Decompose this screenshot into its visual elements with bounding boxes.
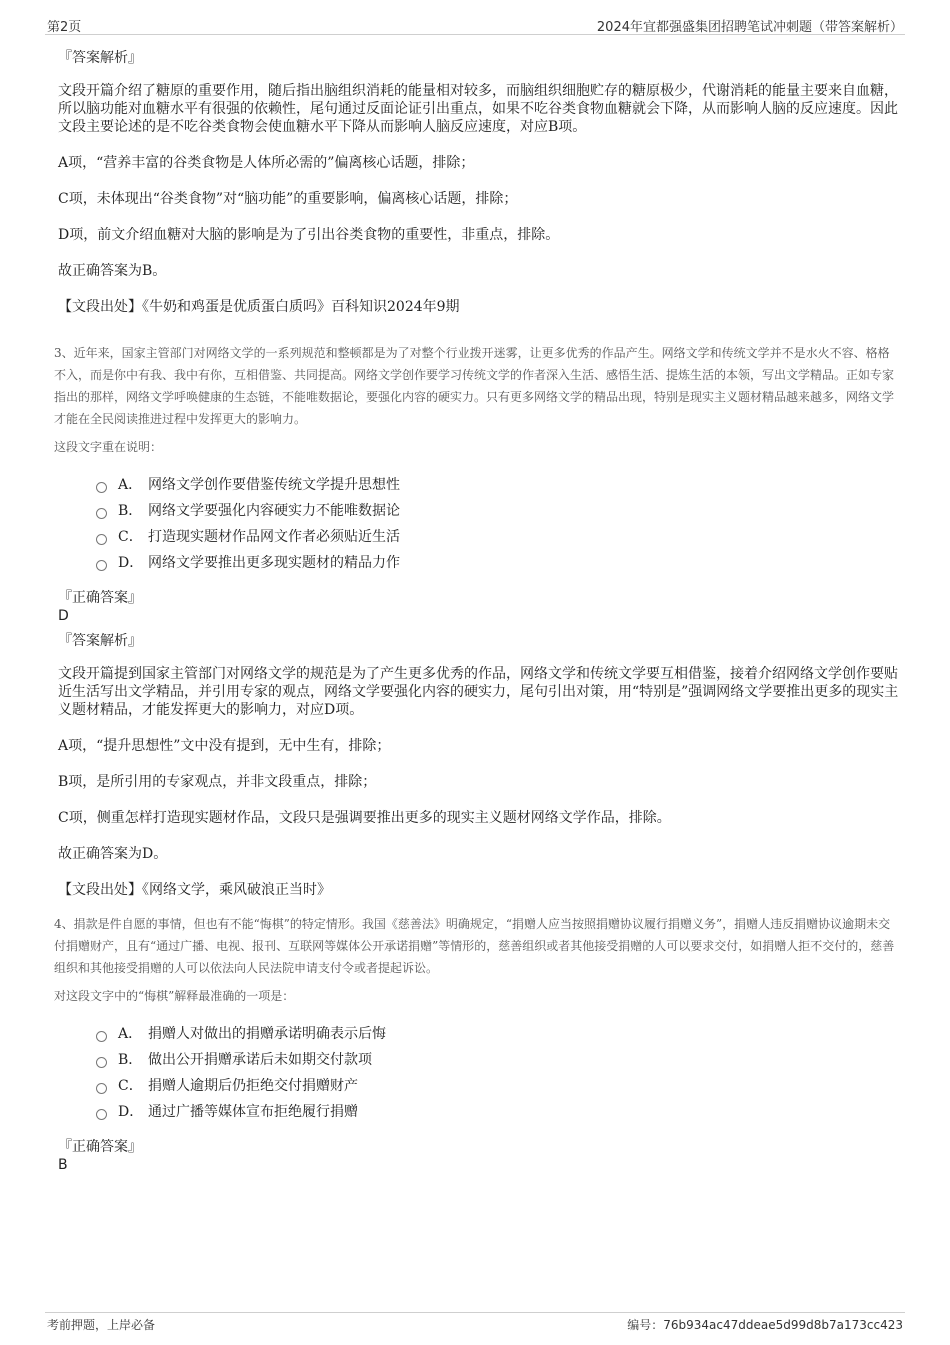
- option-text: 捐赠人逾期后仍拒绝交付捐赠财产: [148, 1078, 358, 1094]
- q4-passage: 4、捐款是件自愿的事情，但也有不能“悔棋”的特定情形。我国《慈善法》明确规定，“捐赠人应当按照捐赠协议履行捐赠义务”，捐赠人违反捐赠协议逾期未交付捐赠财产，且有“通过广播、电视、报刊、互联网等媒体公开承诺捐赠”等情形的，慈善组织或者其他接受捐赠的人可以要求交付，如捐赠人拒不交付的，慈善组织和其他接受捐赠的人可以依法向人民法院申请支付令或者提起诉讼。: [54, 917, 895, 975]
- q3-analysis-option-a: A项，“提升思想性”文中没有提到，无中生有，排除；: [58, 738, 391, 754]
- radio-icon[interactable]: [96, 508, 107, 519]
- radio-icon[interactable]: [96, 482, 107, 493]
- q3-options: [96, 472, 900, 576]
- q2-analysis-option-d: D项，前文介绍血糖对大脑的影响是为了引出谷类食物的重要性，非重点，排除。: [58, 227, 560, 243]
- option-text: 网络文学创作要借鉴传统文学提升思想性: [148, 477, 400, 493]
- q4-answer: B: [58, 1157, 68, 1173]
- q3-stem: 这段文字重在说明：: [54, 440, 163, 454]
- page-footer: [45, 1312, 905, 1335]
- q3-answer-heading: 『正确答案』: [58, 590, 142, 606]
- option-label: A．: [118, 477, 143, 493]
- q3-analysis-conclusion: 故正确答案为D。: [58, 846, 168, 862]
- option-text: 网络文学要推出更多现实题材的精品力作: [148, 555, 400, 571]
- q3-analysis-option-c: C项，侧重怎样打造现实题材作品，文段只是强调要推出更多的现实主义题材网络文学作品，排除。: [58, 810, 671, 826]
- q2-analysis-heading: 『答案解析』: [58, 50, 142, 66]
- radio-icon[interactable]: [96, 560, 107, 571]
- q2-analysis-conclusion: 故正确答案为B。: [58, 263, 167, 279]
- option-label: A．: [118, 1026, 143, 1042]
- option-label: D．: [118, 1104, 144, 1120]
- option-label: C．: [118, 529, 143, 545]
- q4-option-d[interactable]: [96, 1099, 900, 1125]
- main-content: [54, 40, 900, 1174]
- radio-icon[interactable]: [96, 1057, 107, 1068]
- q3-option-c[interactable]: [96, 524, 900, 550]
- option-text: 打造现实题材作品网文作者必须贴近生活: [148, 529, 400, 545]
- option-text: 做出公开捐赠承诺后未如期交付款项: [148, 1052, 372, 1068]
- q4-option-b[interactable]: [96, 1047, 900, 1073]
- option-label: C．: [118, 1078, 143, 1094]
- option-text: 捐赠人对做出的捐赠承诺明确表示后悔: [148, 1026, 386, 1042]
- q4-option-a[interactable]: [96, 1021, 900, 1047]
- document-title: 2024年宜都强盛集团招聘笔试冲刺题（带答案解析）: [596, 20, 903, 35]
- q3-answer: D: [58, 608, 69, 624]
- q3-option-a[interactable]: [96, 472, 900, 498]
- footer-slogan: 考前押题，上岸必备: [47, 1318, 156, 1332]
- q4-answer-heading: 『正确答案』: [58, 1139, 142, 1155]
- q3-passage: 3、近年来，国家主管部门对网络文学的一系列规范和整顿都是为了对整个行业拨开迷雾，让更多优秀的作品产生。网络文学和传统文学并不是水火不容、格格不入，而是你中有我、我中有你，互相借鉴、共同提高。网络文学创作要学习传统文学的作者深入生活、感悟生活、提炼生活的本领，写出文学精品。正如专家指出的那样，网络文学呼唤健康的生态链，不能唯数据论，要强化内容的硬实力。只有更多网络文学的精品出现，特别是现实主义题材精品越来越多，网络文学才能在全民阅读推进过程中发挥更大的影响力。: [54, 346, 895, 426]
- radio-icon[interactable]: [96, 1031, 107, 1042]
- q3-source: 【文段出处】《网络文学，乘风破浪正当时》: [58, 882, 331, 898]
- q3-option-b[interactable]: [96, 498, 900, 524]
- q4-option-c[interactable]: [96, 1073, 900, 1099]
- option-label: B．: [118, 1052, 143, 1068]
- q2-analysis-paragraph: 文段开篇介绍了糖原的重要作用，随后指出脑组织消耗的能量相对较多，而脑组织细胞贮存的糖原极少，代谢消耗的能量主要来自血糖，所以脑功能对血糖水平有很强的依赖性，尾句通过反面论证引出重点，如果不吃谷类食物血糖就会下降，从而影响人脑的反应速度。因此文段主要论述的是不吃谷类食物会使血糖水平下降从而影响人脑反应速度，对应B项。: [58, 83, 898, 135]
- radio-icon[interactable]: [96, 1083, 107, 1094]
- radio-icon[interactable]: [96, 534, 107, 545]
- q3-option-d[interactable]: [96, 550, 900, 576]
- q4-options: [96, 1021, 900, 1125]
- q2-analysis-option-c: C项，未体现出“谷类食物”对“脑功能”的重要影响，偏离核心话题，排除；: [58, 191, 518, 207]
- option-text: 网络文学要强化内容硬实力不能唯数据论: [148, 503, 400, 519]
- page-header: [45, 14, 905, 35]
- option-label: B．: [118, 503, 143, 519]
- q2-analysis-option-a: A项，“营养丰富的谷类食物是人体所必需的”偏离核心话题，排除；: [58, 155, 475, 171]
- radio-icon[interactable]: [96, 1109, 107, 1120]
- q3-analysis-option-b: B项，是所引用的专家观点，并非文段重点，排除；: [58, 774, 377, 790]
- q3-analysis-heading: 『答案解析』: [58, 633, 142, 649]
- q2-source: 【文段出处】《牛奶和鸡蛋是优质蛋白质吗》百科知识2024年9期: [58, 299, 460, 315]
- option-label: D．: [118, 555, 144, 571]
- option-text: 通过广播等媒体宣布拒绝履行捐赠: [148, 1104, 358, 1120]
- q4-stem: 对这段文字中的“悔棋”解释最准确的一项是：: [54, 989, 295, 1003]
- document-id: 编号：76b934ac47ddeae5d99d8b7a173cc423: [627, 1318, 903, 1332]
- page-number: 第2页: [47, 20, 82, 35]
- q3-analysis-paragraph: 文段开篇提到国家主管部门对网络文学的规范是为了产生更多优秀的作品，网络文学和传统文学要互相借鉴，接着介绍网络文学创作要贴近生活写出文学精品，并引用专家的观点，网络文学要强化内容的硬实力，尾句引出对策，用“特别是”强调网络文学要推出更多的现实主义题材精品，才能发挥更大的影响力，对应D项。: [58, 666, 899, 718]
